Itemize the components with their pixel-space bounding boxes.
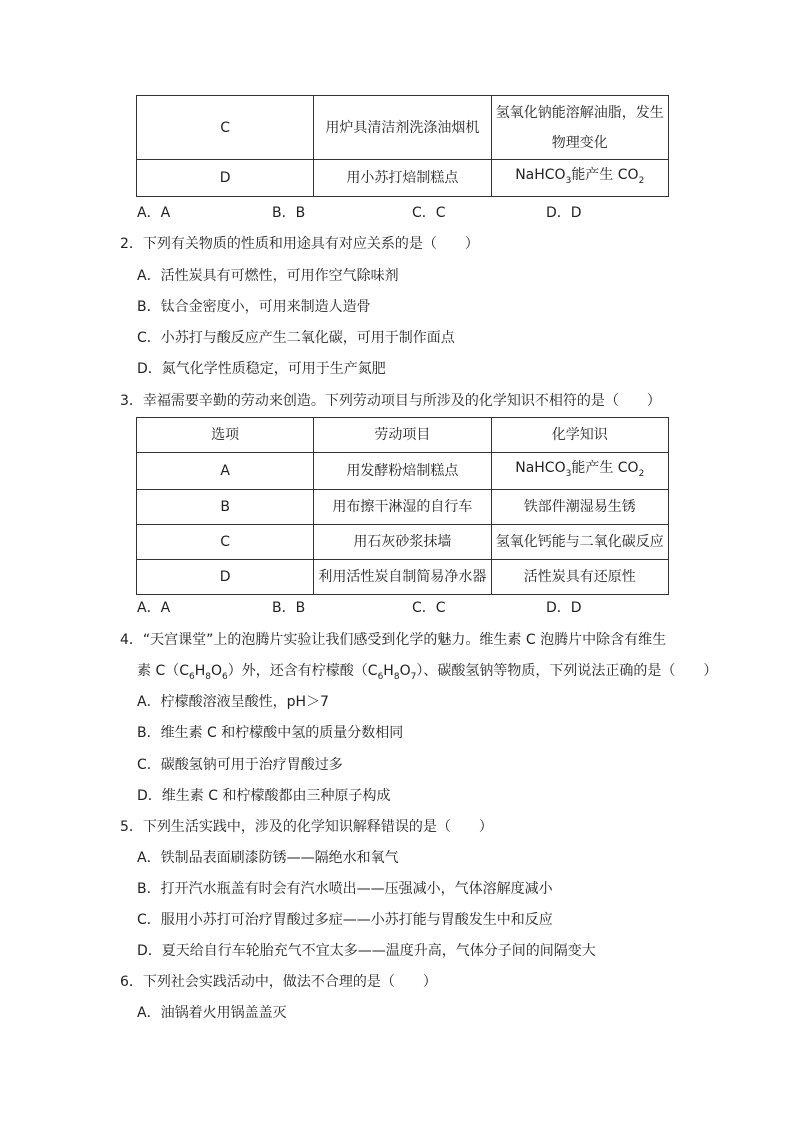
choice-b[interactable]: B．B	[272, 205, 306, 221]
table-header-row	[137, 418, 669, 453]
knowledge-cell: 氢氧化钙能与二氧化碳反应	[491, 524, 668, 559]
choice-d[interactable]: D．D	[546, 205, 582, 221]
formula-text: NaHCO	[515, 460, 566, 476]
knowledge-cell	[491, 160, 668, 197]
header-cell: 劳动项目	[314, 418, 491, 453]
choice-d[interactable]: D．D	[546, 600, 582, 616]
stem-text: O	[211, 663, 223, 679]
labor-cell: 用发酵粉焙制糕点	[314, 453, 491, 490]
table-row	[137, 160, 669, 197]
q2-option-d[interactable]: D．氮气化学性质稳定，可用于生产氮肥	[137, 361, 386, 377]
q5-option-a[interactable]: A．铁制品表面刷漆防锈——隔绝水和氧气	[137, 850, 399, 866]
subscript: 8	[205, 671, 212, 682]
q4-option-a[interactable]: A．柠檬酸溶液呈酸性，pH＞7	[137, 694, 329, 710]
stem-text: H	[383, 663, 394, 679]
q5-stem: 5．下列生活实践中，涉及的化学知识解释错误的是（ ）	[120, 819, 493, 835]
labor-cell: 用炉具清洁剂洗涤油烟机	[314, 96, 491, 160]
header-cell: 选项	[137, 418, 314, 453]
option-cell: A	[137, 453, 314, 490]
q4-stem-line2	[137, 661, 717, 687]
option-cell: C	[137, 524, 314, 559]
subscript: 2	[638, 175, 645, 186]
table-row	[137, 453, 669, 490]
knowledge-cell	[491, 453, 668, 490]
knowledge-line: 氢氧化钠能溶解油脂，发生	[495, 104, 664, 121]
subscript: 8	[393, 671, 400, 682]
option-cell: D	[137, 559, 314, 594]
q2-option-c[interactable]: C．小苏打与酸反应产生二氧化碳，可用于制作面点	[137, 330, 455, 346]
q5-option-b[interactable]: B．打开汽水瓶盖有时会有汽水喷出——压强减小，气体溶解度减小	[137, 881, 553, 897]
subscript: 3	[565, 468, 572, 479]
labor-cell: 用布擦干淋湿的自行车	[314, 489, 491, 524]
q2-option-a[interactable]: A．活性炭具有可燃性，可用作空气除味剂	[137, 268, 399, 284]
subscript: 3	[565, 175, 572, 186]
q6-stem: 6．下列社会实践活动中，做法不合理的是（ ）	[120, 974, 437, 990]
stem-text: H	[194, 663, 206, 679]
q4-option-b[interactable]: B．维生素 C 和柠檬酸中氢的质量分数相同	[137, 725, 404, 741]
q4-stem-line1: 4．“天宫课堂”上的泡腾片实验让我们感受到化学的魅力。维生素 C 泡腾片中除含有维生	[120, 632, 667, 648]
choice-c[interactable]: C．C	[412, 205, 446, 221]
q5-option-d[interactable]: D．夏天给自行车轮胎充气不宜太多——温度升高，气体分子间的间隔变大	[137, 943, 596, 959]
table-row	[137, 524, 669, 559]
q4-option-d[interactable]: D．维生素 C 和柠檬酸都由三种原子构成	[137, 788, 391, 804]
option-cell: B	[137, 489, 314, 524]
choice-a[interactable]: A．A	[137, 205, 171, 221]
q3-stem: 3．幸福需要辛勤的劳动来创造。下列劳动项目与所涉及的化学知识不相符的是（ ）	[120, 393, 661, 409]
knowledge-cell	[491, 96, 668, 160]
table-row	[137, 96, 669, 160]
choice-c[interactable]: C．C	[412, 600, 446, 616]
q2-stem: 2．下列有关物质的性质和用途具有对应关系的是（ ）	[120, 236, 479, 252]
header-cell: 化学知识	[491, 418, 668, 453]
q5-option-c[interactable]: C．服用小苏打可治疗胃酸过多症——小苏打能与胃酸发生中和反应	[137, 912, 553, 928]
labor-cell: 用小苏打焙制糕点	[314, 160, 491, 197]
option-cell: D	[137, 160, 314, 197]
table-row	[137, 559, 669, 594]
knowledge-line: 物理变化	[551, 134, 608, 151]
subscript: 6	[377, 671, 384, 682]
q2-option-b[interactable]: B．钛合金密度小，可用来制造人造骨	[137, 299, 371, 315]
stem-text: 素 C（C	[137, 663, 190, 679]
subscript: 6	[222, 671, 228, 682]
subscript: 6	[189, 671, 195, 682]
formula-text: 能产生 CO	[571, 460, 639, 476]
q1-table	[136, 95, 669, 197]
formula-text: 能产生 CO	[571, 167, 639, 183]
q4-option-c[interactable]: C．碳酸氢钠可用于治疗胃酸过多	[137, 757, 343, 773]
choice-a[interactable]: A．A	[137, 600, 171, 616]
table-row	[137, 489, 669, 524]
option-cell: C	[137, 96, 314, 160]
q6-option-a[interactable]: A．油锅着火用锅盖盖灭	[137, 1005, 287, 1021]
knowledge-cell: 活性炭具有还原性	[491, 559, 668, 594]
subscript: 7	[410, 671, 417, 682]
formula-text: NaHCO	[515, 167, 566, 183]
choice-b[interactable]: B．B	[272, 600, 306, 616]
stem-text: O	[399, 663, 411, 679]
labor-cell: 用石灰砂浆抹墙	[314, 524, 491, 559]
q3-table	[136, 417, 669, 595]
labor-cell: 利用活性炭自制简易净水器	[314, 559, 491, 594]
stem-text: ）、碳酸氢钠等物质，下列说法正确的是（ ）	[416, 663, 718, 679]
knowledge-cell: 铁部件潮湿易生锈	[491, 489, 668, 524]
subscript: 2	[638, 468, 645, 479]
stem-text: ）外，还含有柠檬酸（C	[227, 663, 378, 679]
